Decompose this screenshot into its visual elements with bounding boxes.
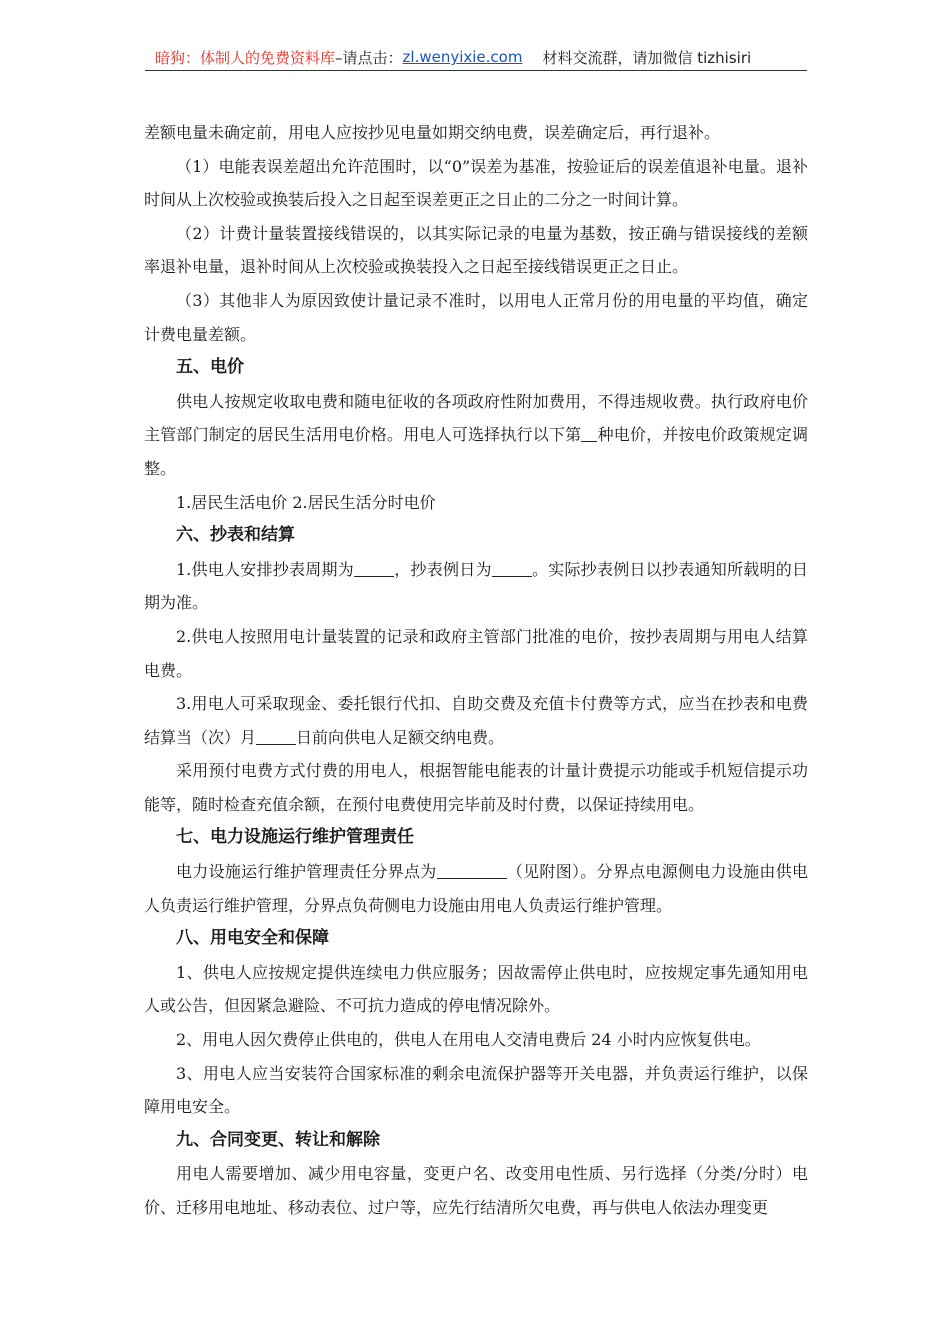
- fill-blank: [256, 728, 296, 745]
- text-run: 日前向供电人足额交纳电费。: [296, 727, 505, 747]
- paragraph: （3）其他非人为原因致使计量记录不准时，以用电人正常月份的用电量的平均值，确定计费电量差额。: [144, 290, 808, 344]
- header-site-name: 暗狗：体制人的免费资料库: [155, 48, 336, 67]
- paragraph: 用电人需要增加、减少用电容量，变更户名、改变用电性质、另行选择（分类/分时）电价、迁移用电地址、移动表位、过户等，应先行结清所欠电费，再与供电人依法办理变更: [144, 1164, 808, 1217]
- fill-blank: [492, 560, 532, 577]
- paragraph: [144, 385, 808, 486]
- paragraph: 1、供电人应按规定提供连续电力供应服务；因故需停止供电时，应按规定事先通知用电人或公告，但因紧急避险、不可抗力造成的停电情况除外。: [144, 962, 808, 1016]
- header-link[interactable]: zl.wenyixie.com: [402, 48, 523, 66]
- text-run: 1.供电人安排抄表周期为: [176, 559, 354, 579]
- header-group-text: 材料交流群，请加微信 tizhisiri: [542, 48, 752, 67]
- header-prompt: –请点击：: [335, 48, 403, 67]
- paragraph: （2）计费计量装置接线错误的，以其实际记录的电量为基数，按正确与错误接线的差额率退补电量，退补时间从上次校验或换装投入之日起至接线错误更正之日止。: [144, 223, 808, 277]
- text-run: 供电人按规定收取电费和随电征收的各项政府性附加费用，不得违规收费。执行政府电价主管部门制定的居民生活用电价格。用电人可选择执行以下第: [144, 391, 808, 445]
- paragraph: 采用预付电费方式付费的用电人，根据智能电能表的计量计费提示功能或手机短信提示功能等，随时检查充值余额，在预付电费使用完毕前及时付费，以保证持续用电。: [144, 761, 808, 814]
- paragraph: 差额电量未确定前，用电人应按抄见电量如期交纳电费，误差确定后，再行退补。: [144, 123, 721, 142]
- section-heading-meter-reading: 六、抄表和结算: [176, 525, 295, 546]
- section-heading-safety: 八、用电安全和保障: [176, 928, 329, 949]
- paragraph: 1.居民生活电价 2.居民生活分时电价: [176, 492, 436, 512]
- paragraph: 3、用电人应当安装符合国家标准的剩余电流保护器等开关电器，并负责运行维护，以保障用电安全。: [144, 1063, 808, 1117]
- paragraph: [144, 855, 808, 922]
- section-heading-contract-change: 九、合同变更、转让和解除: [176, 1129, 380, 1150]
- text-run: 电力设施运行维护管理责任分界点为: [176, 862, 437, 882]
- text-run: 3.用电人可采取现金、委托银行代扣、自助交费及充值卡付费等方式，应当在抄表和电费结算当（次）月: [144, 694, 808, 747]
- paragraph: [144, 553, 808, 620]
- paragraph: 2、用电人因欠费停止供电的，供电人在用电人交清电费后 24 小时内应恢复供电。: [176, 1030, 761, 1050]
- page-header: [145, 44, 807, 71]
- fill-blank: [354, 560, 394, 577]
- text-run: ，抄表例日为: [394, 559, 492, 579]
- document-body: [144, 116, 808, 1225]
- text-run: （见附图）。分界点电源侧电力设施由供电人负责运行维护管理，分界点负荷侧电力设施由用电人负责运行维护管理。: [144, 862, 808, 915]
- section-heading-maintenance: 七、电力设施运行维护管理责任: [176, 827, 414, 848]
- text-run: 种电价，并按电价政策规定调整。: [144, 425, 808, 478]
- fill-blank: [581, 425, 597, 442]
- paragraph: （1）电能表误差超出允许范围时，以“0”误差为基准，按验证后的误差值退补电量。退补时间从上次校验或换装后投入之日起至误差更正之日止的二分之一时间计算。: [144, 156, 808, 210]
- fill-blank: [437, 862, 507, 879]
- text-run: 。实际抄表例日以抄表通知所载明的日期为准。: [144, 559, 808, 613]
- paragraph: 2.供电人按照用电计量装置的记录和政府主管部门批准的电价，按抄表周期与用电人结算电费。: [144, 626, 808, 680]
- section-heading-price: 五、电价: [176, 357, 244, 378]
- paragraph: [144, 687, 808, 754]
